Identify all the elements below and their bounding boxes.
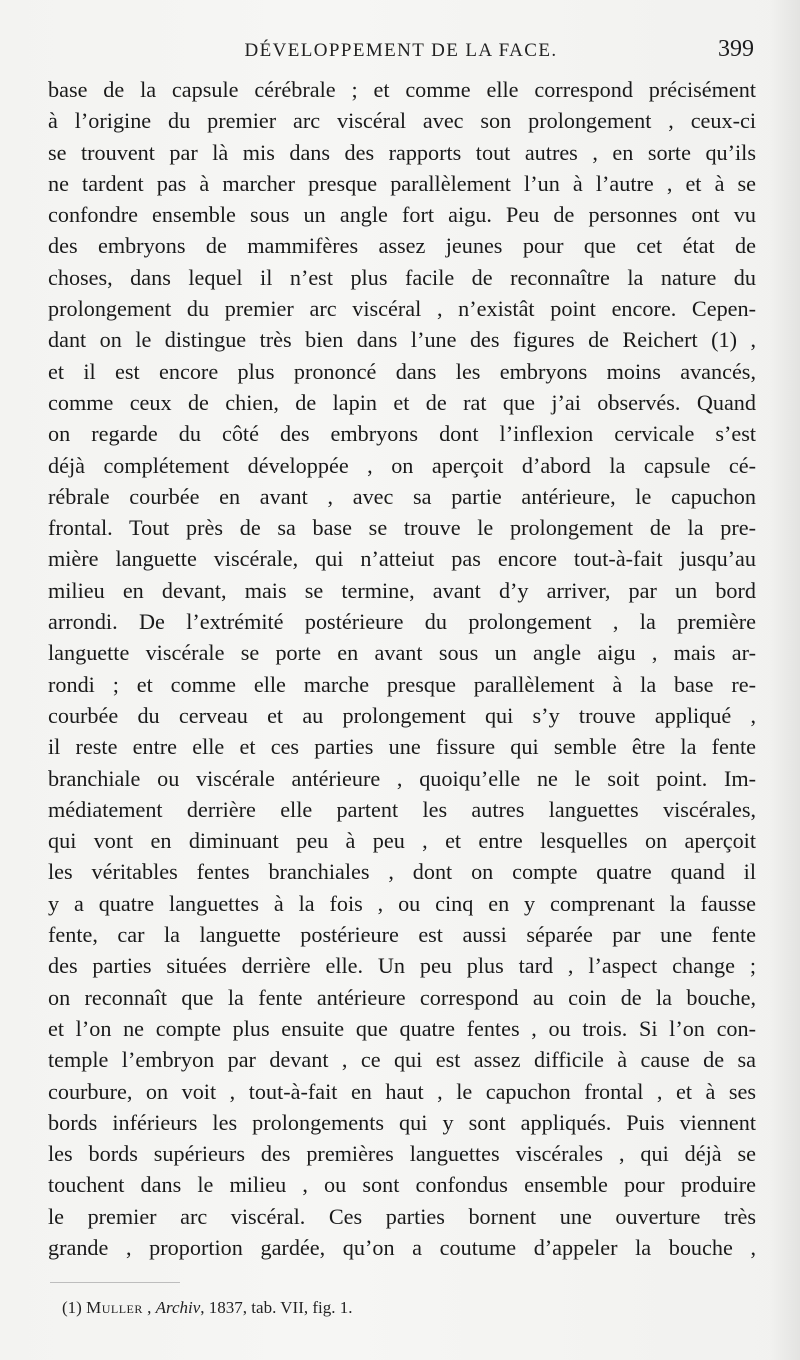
text-line: y a quatre languettes à la fois , ou cinq en y comprenant la fausse xyxy=(48,890,756,916)
text-line: on regarde du côté des embryons dont l’inflexion cervicale s’est xyxy=(48,421,756,447)
text-line: médiatement derrière elle partent les autres languettes viscérales, xyxy=(48,796,756,822)
text-line: fente, car la languette postérieure est aussi séparée par une fente xyxy=(48,922,756,948)
page-edge-shadow xyxy=(770,0,800,1360)
text-line: des embryons de mammifères assez jeunes pour que cet état de xyxy=(48,233,756,259)
text-line: base de la capsule cérébrale ; et comme elle correspond précisément xyxy=(48,77,756,102)
text-line: arrondi. De l’extrémité postérieure du prolongement , la première xyxy=(48,609,756,635)
text-line: dant on le distingue très bien dans l’une des figures de Reichert (1) , xyxy=(48,327,756,353)
text-line: il reste entre elle et ces parties une fissure qui semble être la fente xyxy=(48,734,756,760)
text-line: les bords supérieurs des premières languettes viscérales , qui déjà se xyxy=(48,1141,756,1167)
text-line: le premier arc viscéral. Ces parties bornent une ouverture très xyxy=(48,1203,756,1229)
text-line: se trouvent par là mis dans des rapports tout autres , en sorte qu’ils xyxy=(48,139,756,165)
footnote-details: , 1837, tab. VII, fig. 1. xyxy=(200,1298,353,1317)
text-line: frontal. Tout près de sa base se trouve le prolongement de la pre- xyxy=(48,515,756,541)
text-line: temple l’embryon par devant , ce qui est assez difficile à cause de sa xyxy=(48,1047,756,1073)
text-line: et l’on ne compte plus ensuite que quatre fentes , ou trois. Si l’on con- xyxy=(48,1015,756,1041)
footnote-divider xyxy=(50,1282,180,1283)
text-line: déjà complétement développée , on aperçoit d’abord la capsule cé- xyxy=(48,452,756,478)
text-line: mière languette viscérale, qui n’atteiut pas encore tout-à-fait jusqu’au xyxy=(48,546,756,572)
page-number: 399 xyxy=(718,36,754,62)
body-text xyxy=(48,74,756,1263)
text-line: on reconnaît que la fente antérieure correspond au coin de la bouche, xyxy=(48,984,756,1010)
running-title: DÉVELOPPEMENT DE LA FACE. xyxy=(244,40,558,61)
text-line: les véritables fentes branchiales , dont on compte quatre quand il xyxy=(48,859,756,885)
text-line: des parties situées derrière elle. Un peu plus tard , l’aspect change ; xyxy=(48,953,756,979)
text-line: à l’origine du premier arc viscéral avec son prolongement , ceux-ci xyxy=(48,108,756,134)
text-line: qui vont en diminuant peu à peu , et entre lesquelles on aperçoit xyxy=(48,828,756,854)
text-line: milieu en devant, mais se termine, avant d’y arriver, par un bord xyxy=(48,577,756,603)
footnote-journal: Archiv xyxy=(155,1298,201,1317)
footnote-marker: (1) xyxy=(62,1298,82,1317)
text-line: choses, dans lequel il n’est plus facile de reconnaître la nature du xyxy=(48,264,756,290)
text-line: confondre ensemble sous un angle fort aigu. Peu de personnes ont vu xyxy=(48,202,756,228)
text-line: rébrale courbée en avant , avec sa partie antérieure, le capuchon xyxy=(48,483,756,509)
text-line: prolongement du premier arc viscéral , n’existât point encore. Cepen- xyxy=(48,296,756,322)
text-line: courbure, on voit , tout-à-fait en haut , le capuchon frontal , et à ses xyxy=(48,1078,756,1104)
text-line: bords inférieurs les prolongements qui y sont appliqués. Puis viennent xyxy=(48,1109,756,1135)
text-line: grande , proportion gardée, qu’on a coutume d’appeler la bouche , xyxy=(48,1234,756,1260)
text-line: et il est encore plus prononcé dans les embryons moins avancés, xyxy=(48,358,756,384)
text-line: languette viscérale se porte en avant sous un angle aigu , mais ar- xyxy=(48,640,756,666)
text-line: touchent dans le milieu , ou sont confondus ensemble pour produire xyxy=(48,1172,756,1198)
text-line: courbée du cerveau et au prolongement qui s’y trouve appliqué , xyxy=(48,702,756,728)
running-head xyxy=(46,34,756,68)
footnote: (1) Muller , Archiv, 1837, tab. VII, fig. 1. xyxy=(62,1298,353,1317)
footnote-author: Muller xyxy=(86,1298,143,1317)
text-line: rondi ; et comme elle marche presque parallèlement à la base re- xyxy=(48,671,756,697)
text-line: comme ceux de chien, de lapin et de rat que j’ai observés. Quand xyxy=(48,389,756,415)
text-line: ne tardent pas à marcher presque parallèlement l’un à l’autre , et à se xyxy=(48,170,756,196)
text-line: branchiale ou viscérale antérieure , quoiqu’elle ne le soit point. Im- xyxy=(48,765,756,791)
